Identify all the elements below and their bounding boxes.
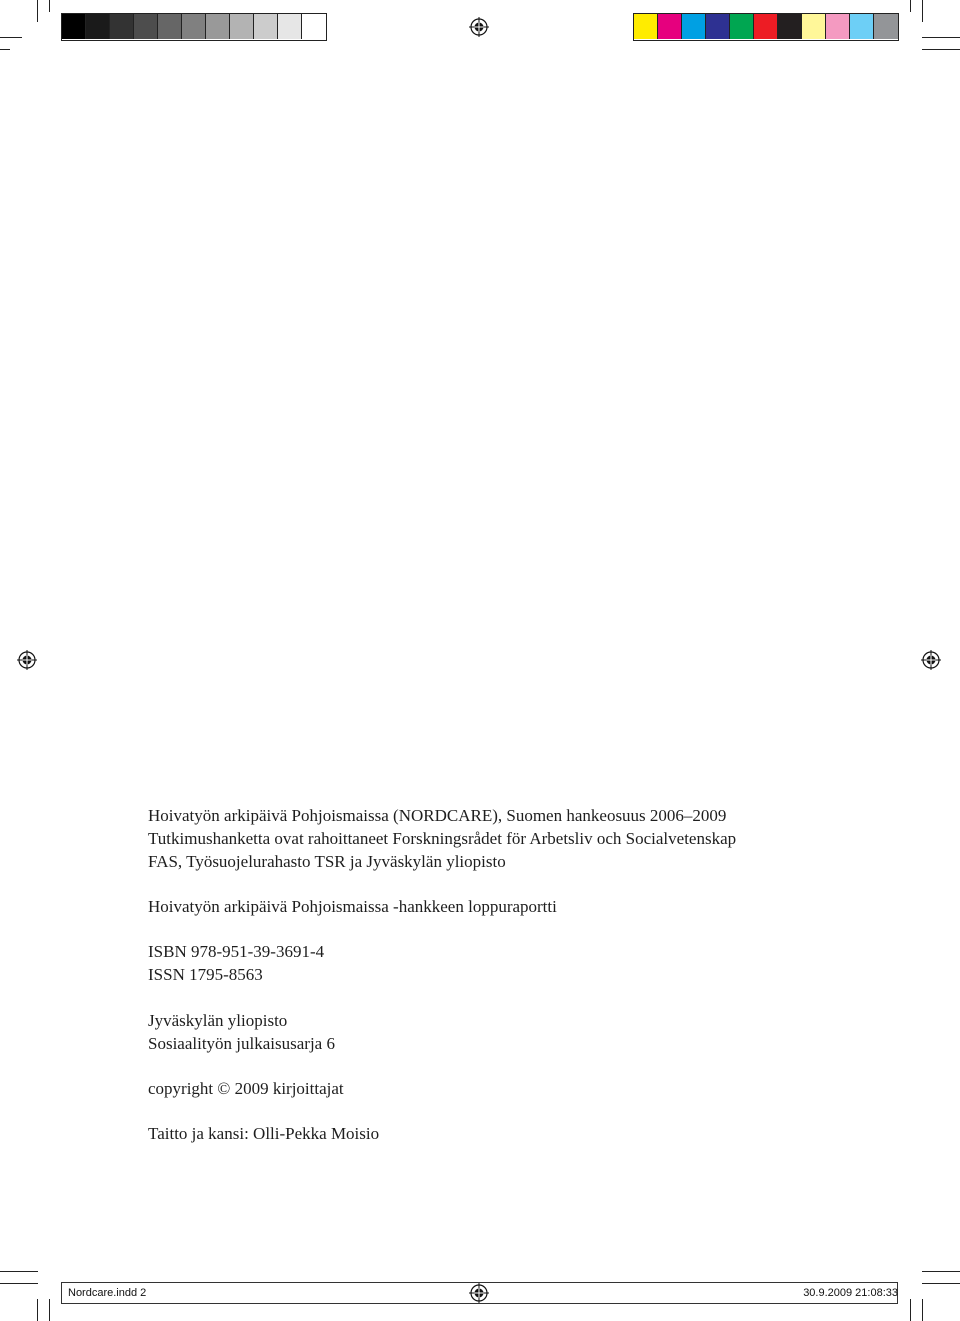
issn: ISSN 1795-8563 bbox=[148, 965, 263, 984]
color-swatch bbox=[802, 14, 826, 39]
gray-swatch bbox=[110, 14, 134, 39]
crop-mark-bottom-right-h bbox=[922, 1271, 960, 1272]
gray-swatch bbox=[254, 14, 278, 39]
crop-mark-bottom-right-v2 bbox=[910, 1299, 911, 1321]
color-swatch bbox=[634, 14, 658, 39]
report-title: Hoivatyön arkipäivä Pohjoismaissa -hankkeen loppuraportti bbox=[148, 897, 557, 916]
grayscale-color-bar bbox=[61, 13, 327, 41]
project-title-line: Hoivatyön arkipäivä Pohjoismaissa (NORDCARE), Suomen hankeosuus 2006–2009 bbox=[148, 806, 727, 825]
color-swatch bbox=[850, 14, 874, 39]
slug-filename: Nordcare.indd 2 bbox=[68, 1287, 147, 1299]
crop-mark-top-right-v bbox=[922, 0, 923, 22]
gray-swatch bbox=[230, 14, 254, 39]
color-swatch bbox=[682, 14, 706, 39]
crop-mark-top-left-v bbox=[37, 0, 38, 22]
funding-line: Tutkimushanketta ovat rahoittaneet Forskningsrådet för Arbetsliv och Socialvetenskap bbox=[148, 829, 737, 848]
crop-mark-bottom-left-v2 bbox=[49, 1299, 50, 1321]
publisher: Jyväskylän yliopisto bbox=[148, 1011, 288, 1030]
crop-mark-bottom-left-v bbox=[37, 1299, 38, 1321]
crop-mark-bottom-right-h2 bbox=[922, 1283, 960, 1284]
isbn: ISBN 978-951-39-3691-4 bbox=[148, 942, 325, 961]
registration-mark-right-icon bbox=[921, 650, 941, 670]
gray-swatch bbox=[302, 14, 326, 39]
layout-credit: Taitto ja kansi: Olli-Pekka Moisio bbox=[148, 1124, 380, 1143]
copyright: copyright © 2009 kirjoittajat bbox=[148, 1079, 344, 1098]
funding-line-continued: FAS, Työsuojelurahasto TSR ja Jyväskylän yliopisto bbox=[148, 852, 506, 871]
crop-mark-top-right-h2 bbox=[922, 49, 960, 50]
gray-swatch bbox=[206, 14, 230, 39]
crop-mark-top-right-v2 bbox=[910, 0, 911, 12]
crop-mark-top-left-v2 bbox=[49, 0, 50, 12]
gray-swatch bbox=[158, 14, 182, 39]
color-swatch bbox=[730, 14, 754, 39]
registration-mark-left-icon bbox=[17, 650, 37, 670]
crop-mark-bottom-left-h2 bbox=[0, 1283, 38, 1284]
registration-mark-top-icon bbox=[469, 17, 489, 37]
crop-mark-bottom-left-h bbox=[0, 1271, 38, 1272]
slug-timestamp: 30.9.2009 21:08:33 bbox=[803, 1287, 898, 1299]
color-swatch bbox=[658, 14, 682, 39]
process-color-bar bbox=[633, 13, 899, 41]
gray-swatch bbox=[62, 14, 86, 39]
crop-mark-top-left-h2 bbox=[0, 49, 10, 50]
series: Sosiaalityön julkaisusarja 6 bbox=[148, 1034, 335, 1053]
color-swatch bbox=[778, 14, 802, 39]
gray-swatch bbox=[182, 14, 206, 39]
crop-mark-top-right-h bbox=[922, 37, 960, 38]
crop-mark-top-left-h bbox=[0, 37, 22, 38]
crop-mark-bottom-right-v bbox=[922, 1299, 923, 1321]
slug-box bbox=[61, 1282, 898, 1304]
color-swatch bbox=[826, 14, 850, 39]
color-swatch bbox=[706, 14, 730, 39]
gray-swatch bbox=[278, 14, 302, 39]
color-swatch bbox=[874, 14, 898, 39]
gray-swatch bbox=[86, 14, 110, 39]
gray-swatch bbox=[134, 14, 158, 39]
color-swatch bbox=[754, 14, 778, 39]
